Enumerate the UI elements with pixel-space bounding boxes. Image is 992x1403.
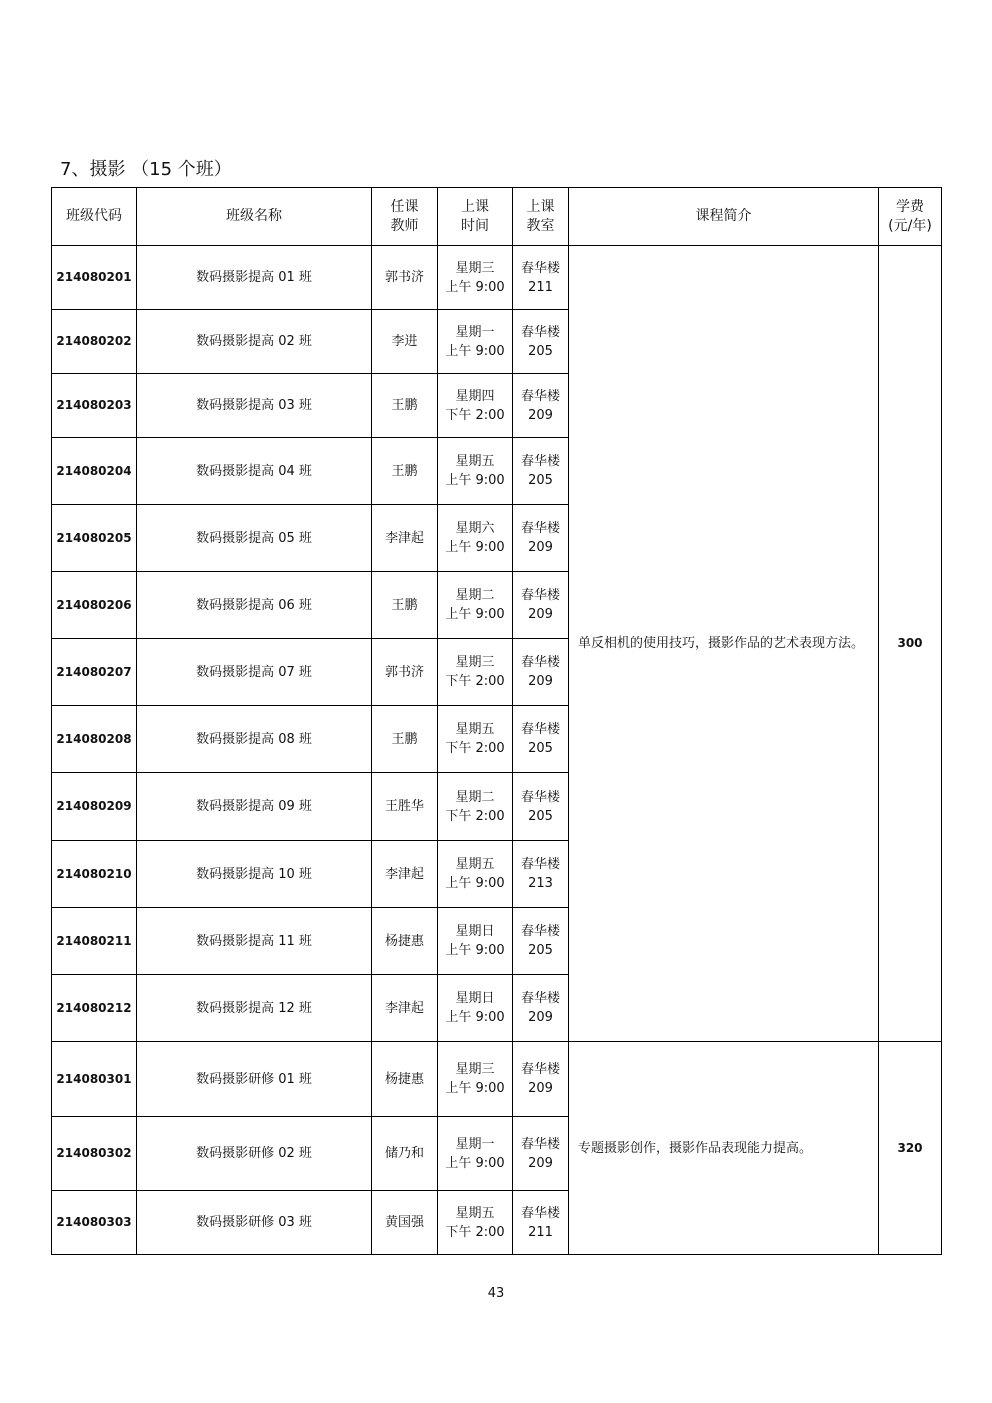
- class-hour: 上午 9:00: [445, 943, 505, 958]
- class-time: [438, 246, 513, 310]
- page-number: 43: [487, 1286, 505, 1301]
- classroom: [513, 908, 569, 975]
- class-time: [438, 438, 513, 505]
- classroom-building: 春华楼: [520, 924, 560, 939]
- classroom: [513, 438, 569, 505]
- teacher: 黄国强: [372, 1191, 438, 1255]
- teacher: 郭书济: [372, 246, 438, 310]
- class-code: 214080203: [52, 374, 137, 438]
- classroom-number: 209: [528, 674, 553, 689]
- class-time: [438, 908, 513, 975]
- class-code: 214080208: [52, 706, 137, 773]
- class-day: 星期五: [455, 454, 495, 469]
- classroom-building: 春华楼: [520, 655, 560, 670]
- classroom: [513, 975, 569, 1042]
- classroom: [513, 505, 569, 572]
- class-code: 214080201: [52, 246, 137, 310]
- teacher: 王胜华: [372, 773, 438, 841]
- class-time: [438, 1042, 513, 1117]
- class-name: 数码摄影提高 06 班: [137, 572, 372, 639]
- class-time: [438, 706, 513, 773]
- classroom: [513, 1117, 569, 1191]
- teacher: 杨捷惠: [372, 1042, 438, 1117]
- classroom-building: 春华楼: [520, 1205, 560, 1221]
- class-day: 星期日: [455, 991, 495, 1006]
- classroom-building: 春华楼: [520, 324, 560, 340]
- teacher: 李津起: [372, 975, 438, 1042]
- classroom-building: 春华楼: [520, 388, 560, 404]
- classroom-building: 春华楼: [520, 857, 560, 872]
- class-name: 数码摄影提高 04 班: [137, 438, 372, 505]
- class-time: [438, 639, 513, 706]
- classroom-building: 春华楼: [520, 991, 560, 1006]
- classroom: [513, 841, 569, 908]
- classroom: [513, 773, 569, 841]
- header-fee: [879, 188, 942, 246]
- classroom-number: 209: [528, 1010, 553, 1025]
- classroom-number: 211: [528, 1224, 553, 1240]
- class-day: 星期一: [455, 324, 495, 340]
- classroom: [513, 374, 569, 438]
- classroom-building: 春华楼: [520, 454, 560, 469]
- teacher: 王鹏: [372, 374, 438, 438]
- class-code: 214080204: [52, 438, 137, 505]
- classroom: [513, 310, 569, 374]
- tuition-fee: 300: [879, 246, 942, 1042]
- class-name: 数码摄影研修 03 班: [137, 1191, 372, 1255]
- header-time-line2: 时间: [461, 217, 489, 234]
- class-hour: 下午 2:00: [445, 407, 505, 423]
- teacher: 李进: [372, 310, 438, 374]
- class-day: 星期六: [455, 521, 495, 536]
- table-body: [52, 246, 942, 1255]
- classroom-number: 205: [528, 943, 553, 958]
- header-room-line1: 上课: [526, 198, 555, 215]
- class-name: 数码摄影提高 05 班: [137, 505, 372, 572]
- classroom-number: 209: [528, 1081, 553, 1096]
- classroom: [513, 246, 569, 310]
- teacher: 杨捷惠: [372, 908, 438, 975]
- class-code: 214080202: [52, 310, 137, 374]
- header-time: [438, 188, 513, 246]
- class-hour: 上午 9:00: [445, 1010, 505, 1025]
- classroom-number: 209: [528, 540, 553, 555]
- class-time: [438, 572, 513, 639]
- classroom-number: 211: [528, 279, 553, 295]
- classroom-number: 205: [528, 343, 553, 359]
- classroom-building: 春华楼: [520, 260, 560, 276]
- class-day: 星期三: [455, 1062, 495, 1077]
- class-time: [438, 975, 513, 1042]
- class-hour: 上午 9:00: [445, 473, 505, 488]
- class-name: 数码摄影提高 07 班: [137, 639, 372, 706]
- class-name: 数码摄影提高 11 班: [137, 908, 372, 975]
- class-time: [438, 841, 513, 908]
- class-code: 214080206: [52, 572, 137, 639]
- class-hour: 上午 9:00: [445, 540, 505, 555]
- class-day: 星期五: [455, 1205, 495, 1221]
- class-time: [438, 773, 513, 841]
- class-time: [438, 1191, 513, 1255]
- class-hour: 上午 9:00: [445, 876, 505, 891]
- class-hour: 下午 2:00: [445, 808, 505, 824]
- classroom-building: 春华楼: [520, 521, 560, 536]
- classroom-number: 209: [528, 1155, 553, 1171]
- classroom-building: 春华楼: [520, 722, 560, 737]
- class-name: 数码摄影提高 01 班: [137, 246, 372, 310]
- class-code: 214080209: [52, 773, 137, 841]
- class-hour: 上午 9:00: [445, 1155, 505, 1171]
- class-name: 数码摄影提高 02 班: [137, 310, 372, 374]
- header-fee-line1: 学费: [896, 198, 924, 215]
- header-code: 班级代码: [52, 188, 137, 246]
- teacher: 李津起: [372, 505, 438, 572]
- class-code: 214080205: [52, 505, 137, 572]
- header-teacher-line1: 任课: [390, 198, 419, 215]
- classroom: [513, 706, 569, 773]
- header-name: 班级名称: [137, 188, 372, 246]
- class-time: [438, 374, 513, 438]
- course-table: [51, 187, 942, 1255]
- class-hour: 下午 2:00: [445, 741, 505, 756]
- class-day: 星期五: [455, 857, 495, 872]
- classroom-number: 209: [528, 407, 553, 423]
- classroom-number: 205: [528, 741, 553, 756]
- class-day: 星期三: [455, 260, 495, 276]
- teacher: 王鹏: [372, 706, 438, 773]
- classroom: [513, 1191, 569, 1255]
- class-day: 星期二: [455, 588, 495, 603]
- table-header-row: [52, 188, 942, 246]
- classroom-number: 213: [528, 876, 553, 891]
- class-code: 214080210: [52, 841, 137, 908]
- class-name: 数码摄影研修 01 班: [137, 1042, 372, 1117]
- table-row: [52, 246, 942, 310]
- header-room: [513, 188, 569, 246]
- class-time: [438, 505, 513, 572]
- class-day: 星期一: [455, 1136, 495, 1152]
- tuition-fee: 320: [879, 1042, 942, 1255]
- class-day: 星期二: [455, 789, 495, 805]
- teacher: 郭书济: [372, 639, 438, 706]
- classroom-number: 205: [528, 473, 553, 488]
- teacher: 李津起: [372, 841, 438, 908]
- header-desc: 课程简介: [569, 188, 879, 246]
- class-time: [438, 1117, 513, 1191]
- header-room-line2: 教室: [526, 217, 555, 234]
- classroom-building: 春华楼: [520, 588, 560, 603]
- header-fee-line2: (元/年): [888, 217, 932, 234]
- class-name: 数码摄影提高 09 班: [137, 773, 372, 841]
- class-code: 214080301: [52, 1042, 137, 1117]
- classroom: [513, 1042, 569, 1117]
- class-name: 数码摄影提高 12 班: [137, 975, 372, 1042]
- class-code: 214080212: [52, 975, 137, 1042]
- classroom-building: 春华楼: [520, 1136, 560, 1152]
- class-hour: 上午 9:00: [445, 279, 505, 295]
- class-hour: 下午 2:00: [445, 1224, 505, 1240]
- header-teacher-line2: 教师: [390, 217, 419, 234]
- class-day: 星期四: [455, 388, 495, 404]
- classroom-building: 春华楼: [520, 1062, 560, 1077]
- class-hour: 上午 9:00: [445, 607, 505, 622]
- class-day: 星期日: [455, 924, 495, 939]
- classroom: [513, 572, 569, 639]
- classroom-number: 209: [528, 607, 553, 622]
- class-name: 数码摄影提高 10 班: [137, 841, 372, 908]
- class-code: 214080207: [52, 639, 137, 706]
- class-time: [438, 310, 513, 374]
- teacher: 王鹏: [372, 572, 438, 639]
- class-name: 数码摄影提高 08 班: [137, 706, 372, 773]
- class-hour: 上午 9:00: [445, 343, 505, 359]
- class-hour: 下午 2:00: [445, 674, 505, 689]
- teacher: 王鹏: [372, 438, 438, 505]
- classroom-building: 春华楼: [520, 789, 560, 805]
- class-code: 214080211: [52, 908, 137, 975]
- class-day: 星期三: [455, 655, 495, 670]
- teacher: 储乃和: [372, 1117, 438, 1191]
- table-row: [52, 1042, 942, 1117]
- class-name: 数码摄影提高 03 班: [137, 374, 372, 438]
- header-teacher: [372, 188, 438, 246]
- classroom: [513, 639, 569, 706]
- class-day: 星期五: [455, 722, 495, 737]
- section-title: 7、摄影 （15 个班）: [60, 159, 232, 180]
- class-code: 214080302: [52, 1117, 137, 1191]
- course-description: 单反相机的使用技巧，摄影作品的艺术表现方法。: [569, 246, 879, 1042]
- class-code: 214080303: [52, 1191, 137, 1255]
- header-time-line1: 上课: [461, 198, 489, 215]
- class-hour: 上午 9:00: [445, 1081, 505, 1096]
- course-description: 专题摄影创作，摄影作品表现能力提高。: [569, 1042, 879, 1255]
- class-name: 数码摄影研修 02 班: [137, 1117, 372, 1191]
- classroom-number: 205: [528, 808, 553, 824]
